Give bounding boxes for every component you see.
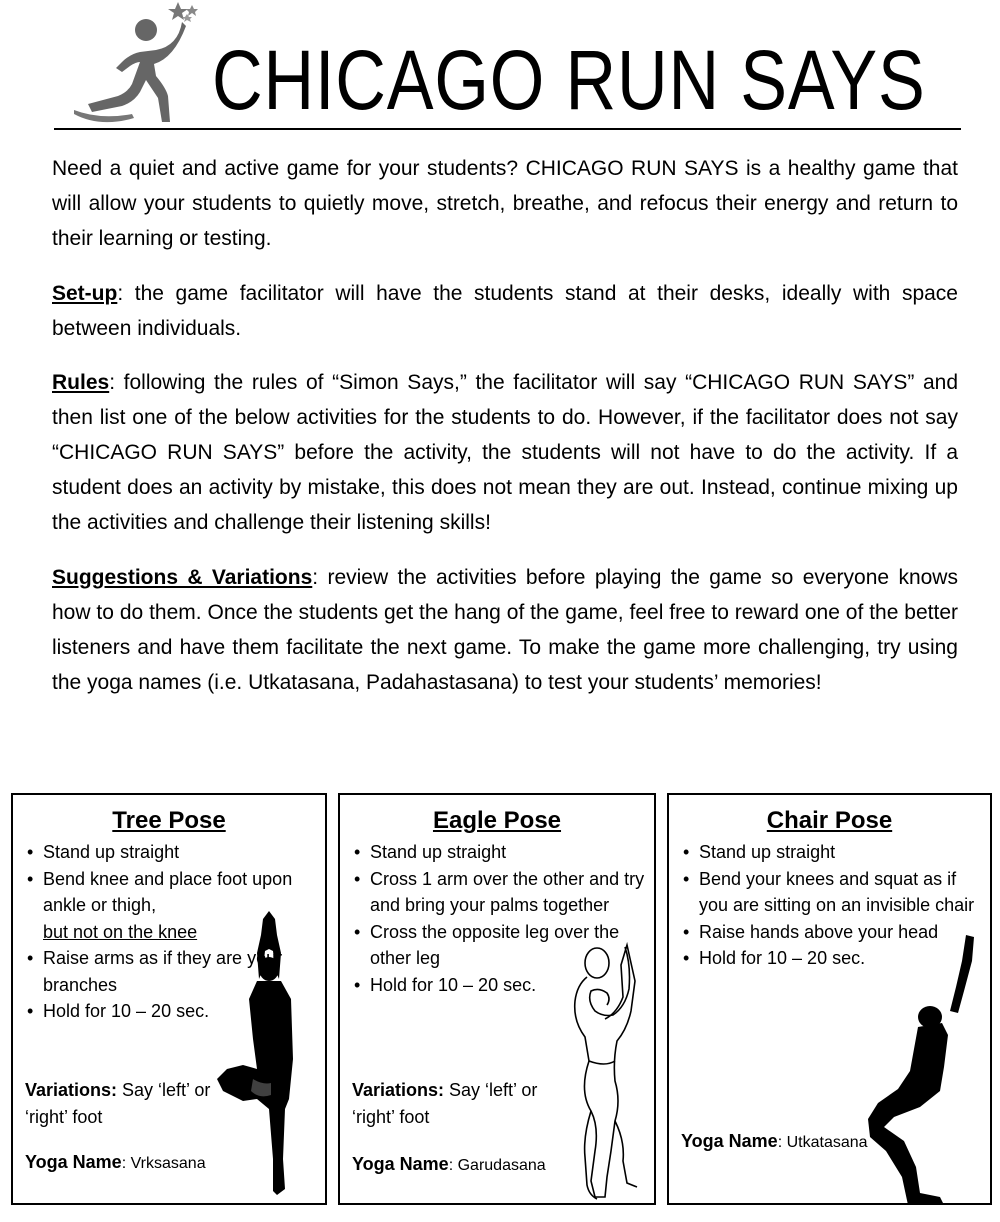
list-item: • Hold for 10 – 20 sec. [25,998,325,1025]
rules-label: Rules [52,371,110,394]
suggestions-label: Suggestions & Variations [52,566,313,589]
list-item: • Raise hands above your head [681,919,990,946]
setup-paragraph [52,276,958,346]
page-title: CHICAGO RUN SAYS [212,33,926,127]
suggestions-paragraph [52,560,958,700]
card-title: Tree Pose [112,807,226,834]
list-item: • Bend knee and place foot upon ankle or thigh, but not on the knee [25,866,325,946]
yoga-name: Yoga Name: Garudasana [352,1154,546,1174]
list-item: • Cross 1 arm over the other and try and bring your palms together [352,866,654,919]
card-title: Eagle Pose [432,807,562,834]
yoga-name: Yoga Name: Vrksasana [25,1152,206,1172]
step-list [13,839,325,1025]
list-item: • Stand up straight [681,839,990,866]
list-item: • Bend your knees and squat as if you are sitting on an invisible chair [681,866,990,919]
list-item: • Stand up straight [352,839,654,866]
intro-paragraph: Need a quiet and active game for your students? CHICAGO RUN SAYS is a healthy game that will allow your students to quietly move, stretch, breathe, and refocus their energy and return to their learning or testing. [52,157,958,250]
card-title: Chair Pose [766,807,893,834]
chair-pose-card [667,793,992,1205]
list-item: • Stand up straight [25,839,325,866]
title-divider [54,128,961,130]
setup-label: Set-up [52,282,118,305]
variations-note: Variations: Say ‘left’ or ‘right’ foot [352,1080,538,1127]
list-item: • Hold for 10 – 20 sec. [681,945,990,972]
suggestions-text: : review the activities before playing the game so everyone knows how to do them. Once the students get the hang of the game, feel free to reward one of the better listeners and have them facilitate the next game. To make the game more challenging, try using the yoga names (i.e. Utkatasana, Padahastasana) to test your students’ memories! [52,566,958,694]
yoga-name: Yoga Name: Utkatasana [681,1131,868,1151]
list-item: • Raise arms as if they are your branches [25,945,325,998]
chair-pose-silhouette-icon [864,931,986,1205]
step-list [340,839,654,998]
rules-text: : following the rules of “Simon Says,” the facilitator will say “CHICAGO RUN SAYS” and then list one of the below activities for the students to do. However, if the facilitator does not say “CHICAGO RUN SAYS” before the activity, the students will not have to do the activity. If a student does an activity by mistake, this does not mean they are out. Instead, continue mixing up the activities and challenge their listening skills! [52,371,958,534]
knee-warning: but not on the knee [43,921,198,942]
tree-pose-card [11,793,327,1205]
step-list [669,839,990,972]
variations-note: Variations: Say ‘left’ or ‘right’ foot [25,1080,211,1127]
setup-text: : the game facilitator will have the students stand at their desks, ideally with space between individuals. [52,282,958,340]
eagle-pose-card [338,793,656,1205]
list-item: • Cross the opposite leg over the other leg [352,919,654,972]
rules-paragraph [52,365,958,540]
list-item: • Hold for 10 – 20 sec. [352,972,654,999]
running-figure-with-stars-icon [70,0,210,130]
